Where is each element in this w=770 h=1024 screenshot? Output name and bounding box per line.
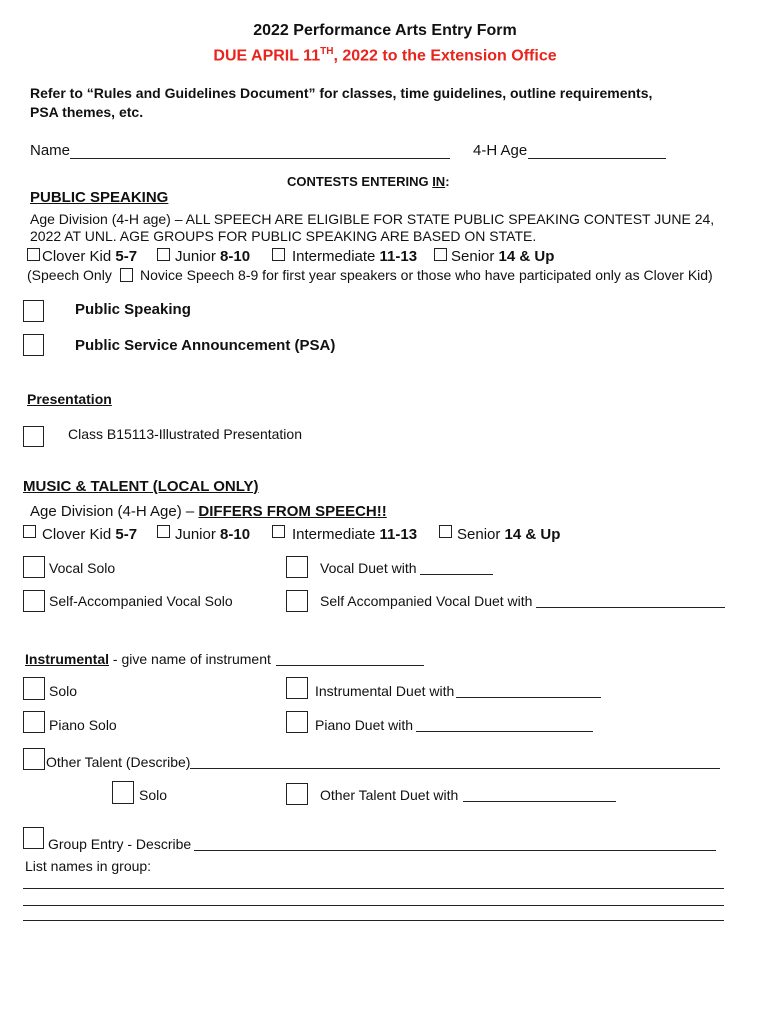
- other-duet-checkbox[interactable]: [286, 783, 308, 805]
- instrumental-duet-field[interactable]: [456, 697, 601, 698]
- group-names-line-1[interactable]: [23, 888, 724, 889]
- piano-duet-checkbox[interactable]: [286, 711, 308, 733]
- ps-junior-range: 8-10: [220, 248, 251, 265]
- vocal-duet-field[interactable]: [420, 574, 493, 575]
- name-field[interactable]: [70, 158, 450, 159]
- ps-clover-kid-checkbox[interactable]: [27, 248, 40, 261]
- due-prefix: DUE APRIL 11: [213, 47, 321, 65]
- other-talent-option: Other Talent (Describe): [46, 754, 191, 770]
- ps-intermediate-label: Intermediate: [292, 248, 380, 265]
- intro-line-1: Refer to “Rules and Guidelines Document” for classes, time guidelines, outline requirements,: [30, 85, 653, 101]
- name-label: Name: [30, 142, 71, 159]
- group-names-line-2[interactable]: [23, 905, 724, 906]
- ps-senior: [451, 248, 554, 265]
- ps-intermediate-range: 11-13: [379, 248, 418, 265]
- piano-solo-option: Piano Solo: [49, 717, 117, 733]
- other-talent-field[interactable]: [190, 768, 720, 769]
- m-senior: [457, 526, 560, 543]
- instrumental-duet-checkbox[interactable]: [286, 677, 308, 699]
- self-vocal-solo-checkbox[interactable]: [23, 590, 45, 612]
- instrumental-solo-checkbox[interactable]: [23, 677, 45, 700]
- m-senior-label: Senior: [457, 526, 505, 543]
- instrumental-suffix: - give name of instrument: [109, 651, 271, 667]
- due-suffix: , 2022 to the Extension Office: [333, 47, 557, 65]
- piano-duet-option: Piano Duet with: [315, 717, 414, 733]
- instrument-name-field[interactable]: [276, 665, 424, 666]
- other-talent-checkbox[interactable]: [23, 748, 45, 770]
- m-clover-kid-range: 5-7: [115, 526, 138, 543]
- novice-speech: Novice Speech 8-9 for first year speakers or those who have participated only as Clover Kid): [140, 267, 713, 283]
- self-vocal-duet-checkbox[interactable]: [286, 590, 308, 612]
- other-duet-option: Other Talent Duet with: [320, 787, 459, 803]
- public-speaking-option: Public Speaking: [75, 301, 191, 318]
- music-heading: MUSIC & TALENT (LOCAL ONLY): [23, 478, 259, 495]
- vocal-duet-checkbox[interactable]: [286, 556, 308, 578]
- contests-colon: :: [445, 174, 450, 189]
- public-speaking-checkbox[interactable]: [23, 300, 44, 322]
- piano-solo-checkbox[interactable]: [23, 711, 45, 733]
- m-senior-range: 14 & Up: [504, 526, 561, 543]
- ps-clover-kid-range: 5-7: [115, 248, 138, 265]
- ps-clover-kid-label: Clover Kid: [42, 248, 116, 265]
- group-names-label: List names in group:: [25, 858, 152, 874]
- m-intermediate-checkbox[interactable]: [272, 525, 285, 538]
- m-junior-label: Junior: [175, 526, 221, 543]
- presentation-checkbox[interactable]: [23, 426, 44, 447]
- instrumental-duet-option: Instrumental Duet with: [315, 683, 455, 699]
- ps-age-line-1: Age Division (4-H age) – ALL SPEECH ARE ELIGIBLE FOR STATE PUBLIC SPEAKING CONTEST JUNE 24,: [30, 211, 715, 227]
- m-junior: [175, 526, 250, 543]
- group-names-line-3[interactable]: [23, 920, 724, 921]
- instrumental-heading: Instrumental: [25, 651, 110, 667]
- vocal-duet-option: Vocal Duet with: [320, 560, 417, 576]
- contests-entering: [287, 174, 450, 189]
- m-clover-kid: [42, 526, 137, 543]
- due-sup: TH: [320, 46, 334, 57]
- group-describe-field[interactable]: [194, 850, 716, 851]
- instrumental-line: [25, 651, 271, 667]
- age-label: 4-H Age: [473, 142, 528, 159]
- other-solo-checkbox[interactable]: [112, 781, 134, 804]
- presentation-heading: Presentation: [27, 391, 112, 407]
- ps-clover-kid: [42, 248, 137, 265]
- m-junior-checkbox[interactable]: [157, 525, 170, 538]
- age-field[interactable]: [528, 158, 666, 159]
- piano-duet-field[interactable]: [416, 731, 593, 732]
- due-date: [0, 46, 770, 65]
- m-junior-range: 8-10: [220, 526, 251, 543]
- group-entry-checkbox[interactable]: [23, 827, 44, 849]
- presentation-option: Class B15113-Illustrated Presentation: [68, 426, 302, 442]
- ps-junior: [175, 248, 250, 265]
- form-title: 2022 Performance Arts Entry Form: [253, 22, 517, 39]
- m-senior-checkbox[interactable]: [439, 525, 452, 538]
- vocal-solo-option: Vocal Solo: [49, 560, 116, 576]
- ps-age-line-2: 2022 AT UNL. AGE GROUPS FOR PUBLIC SPEAKING ARE BASED ON STATE.: [30, 228, 537, 244]
- ps-senior-range: 14 & Up: [498, 248, 555, 265]
- contests-in: IN: [432, 174, 446, 189]
- m-clover-kid-label: Clover Kid: [42, 526, 116, 543]
- ps-junior-label: Junior: [175, 248, 221, 265]
- vocal-solo-checkbox[interactable]: [23, 556, 45, 578]
- ps-senior-checkbox[interactable]: [434, 248, 447, 261]
- group-entry-option: Group Entry - Describe: [48, 836, 192, 852]
- contests-prefix: CONTESTS ENTERING: [287, 174, 433, 189]
- public-speaking-heading: PUBLIC SPEAKING: [30, 189, 169, 206]
- psa-option: Public Service Announcement (PSA): [75, 337, 336, 354]
- self-vocal-duet-option: Self Accompanied Vocal Duet with: [320, 593, 533, 609]
- novice-checkbox[interactable]: [120, 268, 133, 282]
- other-solo-option: Solo: [139, 787, 168, 803]
- speech-only: (Speech Only: [27, 267, 112, 283]
- ps-intermediate: [292, 248, 417, 265]
- other-duet-field[interactable]: [463, 801, 616, 802]
- psa-checkbox[interactable]: [23, 334, 44, 356]
- intro-line-2: PSA themes, etc.: [30, 104, 144, 120]
- m-intermediate: [292, 526, 417, 543]
- instrumental-solo-option: Solo: [49, 683, 78, 699]
- self-vocal-solo-option: Self-Accompanied Vocal Solo: [49, 593, 233, 609]
- m-intermediate-range: 11-13: [379, 526, 418, 543]
- ps-intermediate-checkbox[interactable]: [272, 248, 285, 261]
- music-age-emphasis: DIFFERS FROM SPEECH!!: [198, 503, 387, 520]
- music-age-division: [30, 503, 387, 520]
- music-age-prefix: Age Division (4-H Age) –: [30, 503, 199, 520]
- ps-senior-label: Senior: [451, 248, 499, 265]
- ps-junior-checkbox[interactable]: [157, 248, 170, 261]
- m-clover-kid-checkbox[interactable]: [23, 525, 36, 538]
- m-intermediate-label: Intermediate: [292, 526, 380, 543]
- self-vocal-duet-field[interactable]: [536, 607, 725, 608]
